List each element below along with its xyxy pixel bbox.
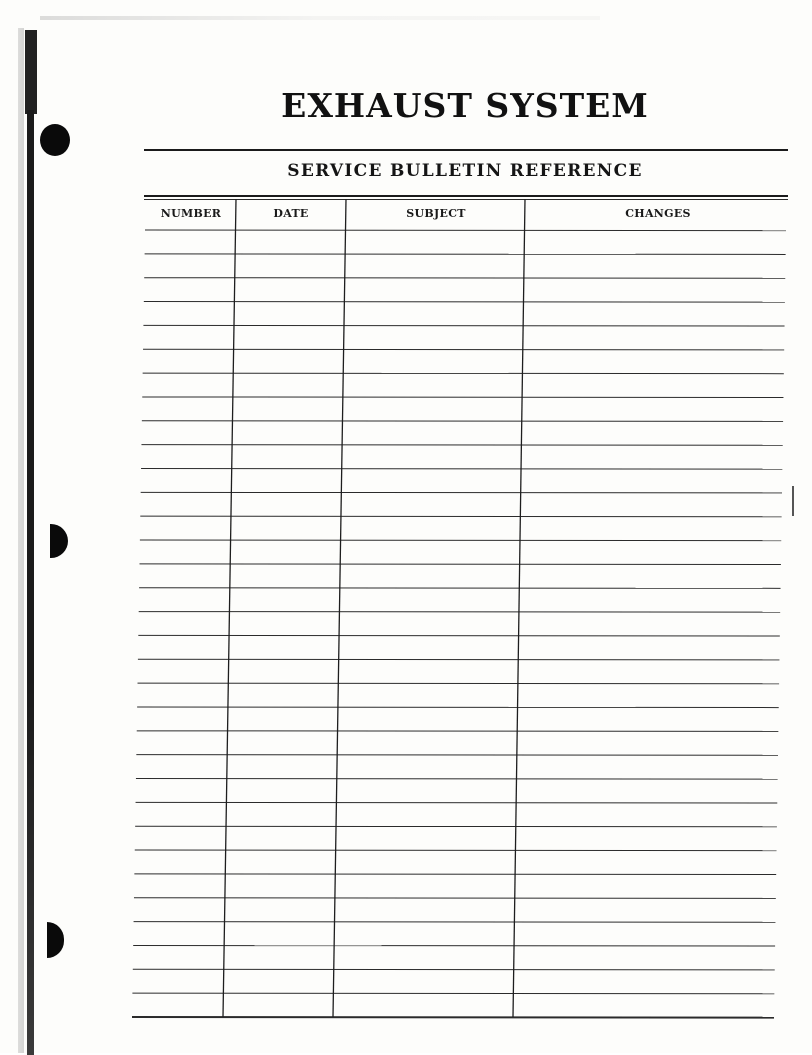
column-header-number: NUMBER — [160, 207, 222, 220]
table-row-rule — [134, 898, 776, 899]
table-column-divider — [333, 199, 346, 1017]
table-row-rule — [139, 588, 780, 589]
table-row-rule — [137, 731, 779, 732]
table-row-rule — [138, 683, 780, 684]
table-row-rule — [137, 707, 779, 708]
table-row-rule — [136, 779, 778, 780]
table-row-rule — [139, 612, 780, 613]
table-row-rule — [133, 945, 775, 946]
column-header-subject: SUBJECT — [406, 207, 466, 220]
table-row-rule — [143, 373, 784, 374]
table-row-rule — [132, 1017, 774, 1018]
table-row-rule — [142, 397, 783, 398]
table-row-rule — [144, 302, 785, 303]
table-row-rule — [138, 659, 780, 660]
column-header-changes: CHANGES — [625, 207, 691, 220]
table-column-divider — [513, 199, 525, 1017]
table-row-rule — [141, 468, 782, 469]
table-row-rule — [135, 826, 777, 827]
table-row-rule — [142, 421, 783, 422]
table-row-rule — [138, 635, 780, 636]
table-row-rule — [139, 564, 780, 565]
table-row-rule — [136, 802, 778, 803]
table-row-rule — [145, 230, 786, 231]
table-row-rule — [143, 325, 784, 326]
section-subtitle: SERVICE BULLETIN REFERENCE — [287, 161, 643, 181]
table-column-divider — [223, 199, 236, 1017]
table-row-rule — [136, 755, 778, 756]
page-title: EXHAUST SYSTEM — [281, 86, 649, 125]
table-row-rule — [141, 445, 782, 446]
table-row-rule — [143, 349, 784, 350]
table-row-rule — [145, 254, 786, 255]
table-row-rule — [135, 850, 777, 851]
table-row-rule — [140, 540, 781, 541]
table-row-rule — [133, 969, 775, 970]
table-row-rule — [134, 922, 776, 923]
table-row-rule — [132, 993, 774, 994]
table-row-rule — [134, 874, 776, 875]
table-row-rule — [144, 278, 785, 279]
table-row-rule — [140, 516, 781, 517]
table-row-rule — [141, 492, 782, 493]
column-header-date: DATE — [273, 207, 309, 220]
